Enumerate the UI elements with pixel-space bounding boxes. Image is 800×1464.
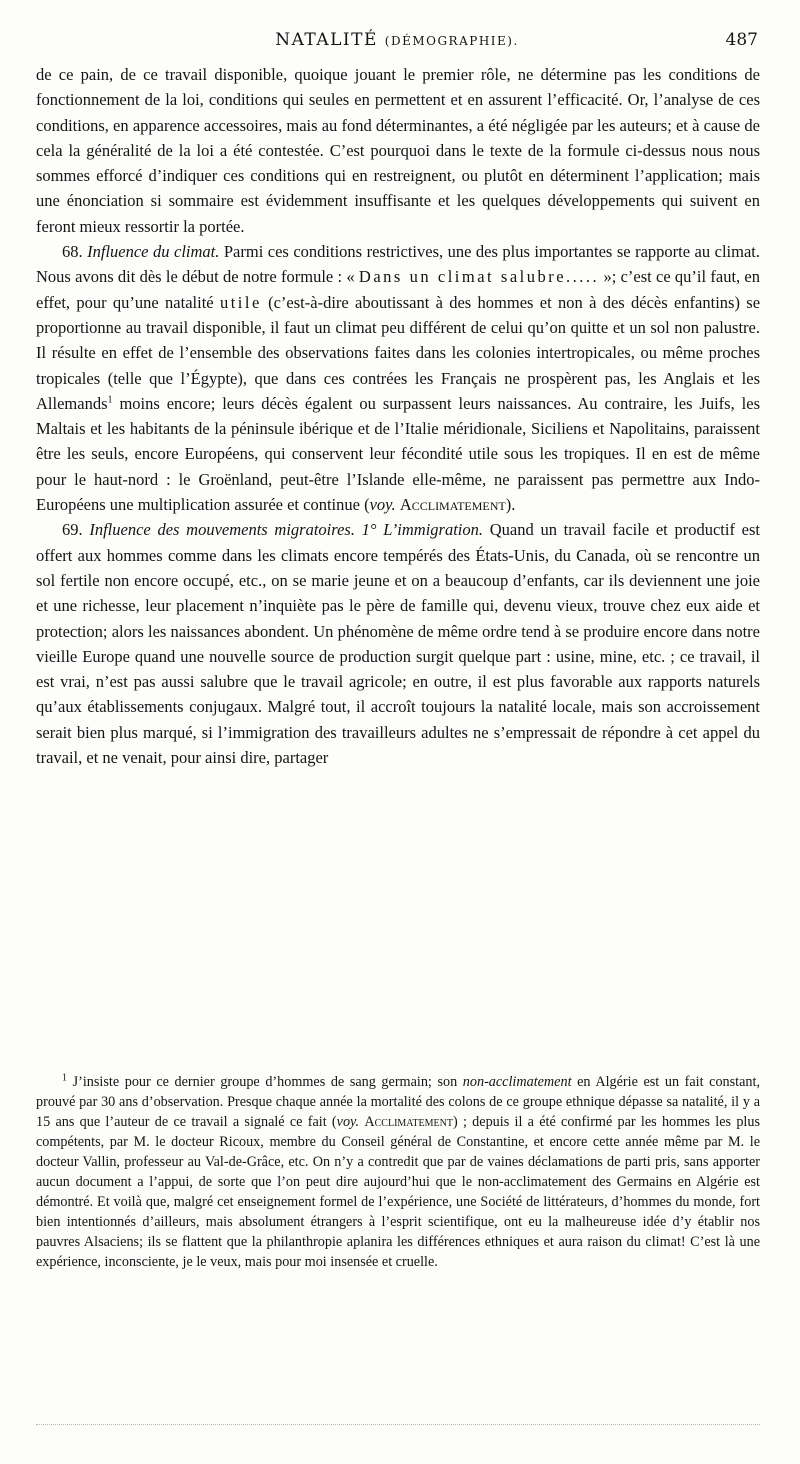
footnote-separator [36,1064,156,1065]
page-number: 487 [725,30,758,50]
footnote-italic-term: non-acclimatement [462,1074,572,1090]
section-number: 69. [62,520,83,540]
section-text: Parmi ces conditions restrictives, une des plus importantes se rapporte au climat. Nous avons dit dès le début de notre formule : « [36,242,760,287]
subsection-title: 1° L’immigration. [361,520,484,540]
footnote-text: J’insiste pour ce dernier groupe d’hommes de sang germain; son [72,1074,458,1090]
running-title-main: NATALITÉ [275,30,378,50]
main-text [36,62,760,770]
see-also-label: voy. [369,495,396,515]
cross-reference: Acclimatement [364,1114,453,1130]
running-title [36,30,758,50]
section-69 [36,517,760,770]
section-text: Quand un travail facile et productif est offert aux hommes comme dans les climats encore tempérés des États-Unis, du Canada, où se rencontre un sol fertile non encore occupé, etc., on se marie jeune et on a beaucoup d’enfants, car ils deviennent une joie et une richesse, leur placement n’inquiète pas le père de famille qui, devenu vieux, trouve chez eux aide et protection; alors les naissances abondent. Un phénomène de même ordre tend à se produire encore dans notre vieille Europe quand une nouvelle source de production surgit quelque part : usine, mine, etc. ; ce travail, il est vrai, n’est pas aussi salubre que le travail agricole; en outre, il est plus favorable aux rapports naturels qu’aux établissements conjugaux. Malgré tout, il accroît toujours la natalité locale, mais son accroissement serait bien plus marqué, si l’immigration des travailleurs adultes ne s’empressait de répondre à cet appel du travail, et ne venait, pour ainsi dire, partager [36,520,761,768]
section-number: 68. [62,242,83,262]
footnotes [36,1072,760,1272]
footnote-reference: 1 [107,394,113,406]
section-text: moins encore; leurs décès égalent ou surpassent leurs naissances. Au contraire, les Juifs, les Maltais et les habitants de la péninsule ibérique et de l’Italie méridionale, Siciliens et Napolitains, paraissent être les seuls, encore Européens, qui conservent leur fécondité utile sous les tropiques. Il en est de même pour le haut-nord : le Groënland, peut-être l’Islande elle-même, ne paraissent pas permettre aux Indo-Européens une multiplication assurée et continue ( [36,393,760,515]
footnote-text: en Algérie est un fait constant, prouvé par 30 ans d’observation. Presque chaque année la mortalité des colons de ce groupe ethnique dépasse sa natalité, il y a 15 ans que l’auteur de ce travail a signalé ce fait ( [36,1074,760,1130]
section-68 [36,239,760,517]
emphasis-word: utile [219,292,262,312]
running-title-subtitle: (DÉMOGRAPHIE). [384,34,519,48]
section-title: Influence du climat. [87,242,220,262]
cross-reference: Acclimatement [399,495,506,515]
running-header [36,30,758,58]
footnote [36,1072,760,1272]
section-text: (c’est-à-dire aboutissant à des hommes et non à des décès enfantins) se proportionne au travail disponible, il faut un climat peu différent de celui qu’on quitte et un sol non palustre. Il résulte en effet de l’ensemble des observations faites dans les colonies intertropicales, ou même proches tropicales (telle que l’Égypte), que dans ces contrées les Français ne prospèrent pas, les Anglais et les Allemands [36,292,761,413]
bottom-dotted-line [36,1424,760,1425]
see-also-label: voy. [336,1114,360,1130]
section-title: Influence des mouvements migratoires. [89,520,355,540]
quoted-formula: Dans un climat salubre..... [358,267,600,287]
section-text: »; c’est ce qu’il faut, en effet, pour qu’une natalité [36,267,761,312]
paragraph-continuation: de ce pain, de ce travail disponible, quoique jouant le premier rôle, ne détermine pas les conditions de fonctionnement de la loi, conditions qui seules en permettent et en assurent l’efficacité. Or, l’analyse de ces conditions, en apparence accessoires, mais au fond déterminantes, a été négligée par les auteurs; et à cause de cela la généralité de la loi a été contestée. C’est pourquoi dans le texte de la formule ci-dessus nous nous sommes efforcé d’indiquer ces conditions qui en restreignent, ou plutôt en déterminent l’application; mais une énonciation si sommaire est évidemment insuffisante et les quelques développements qui suivent en feront mieux ressortir la portée. [36,65,760,236]
footnote-text: ) ; depuis il a été confirmé par les hommes les plus compétents, par M. le docteur Ricoux, membre du Conseil général de Constantine, et encore cette année même par M. le docteur Vallin, professeur au Val-de-Grâce, etc. On n’y a contredit que par de vaines déclamations de parti pris, sans apporter aucun document a l’appui, de sorte que l’on peut dire aujourd’hui que le non-acclimatement des Germains en Algérie est démontré. Et voilà que, malgré cet enseignement formel de l’expérience, une Société de littérateurs, d’hommes du monde, fort bien intentionnés d’ailleurs, mais absolument étrangers à l’esprit scientifique, ont eu la malheureuse idée d’y établir nos pauvres Alsaciens; ils se flattent que la philanthropie aplanira les différences ethniques et aura raison du climat! C’est là une expérience, inconsciente, je le veux, mais pour moi insensée et cruelle. [36,1114,760,1270]
section-text: ). [505,495,516,515]
footnote-mark: 1 [62,1072,67,1084]
